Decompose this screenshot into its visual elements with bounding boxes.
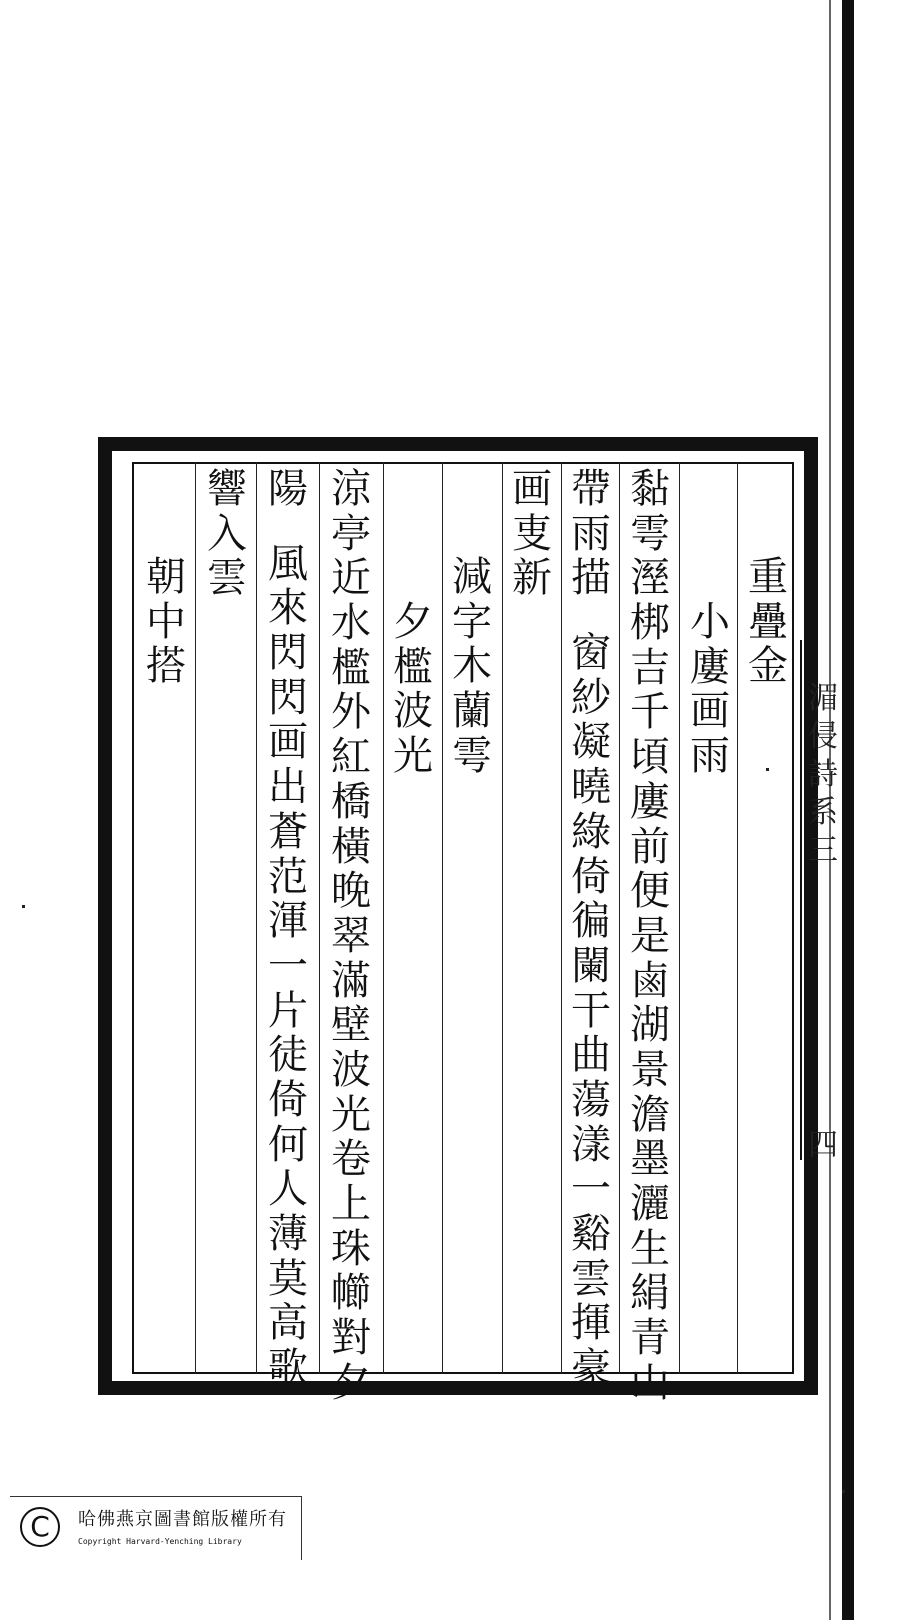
text-char: 檻 bbox=[331, 644, 371, 691]
text-column bbox=[504, 467, 560, 601]
text-char: 澹 bbox=[630, 1091, 670, 1138]
text-column bbox=[199, 467, 255, 601]
text-char: 干 bbox=[571, 987, 611, 1034]
text-char: 外 bbox=[331, 689, 371, 736]
text-column-title bbox=[740, 555, 796, 689]
column-rule bbox=[619, 462, 620, 1374]
text-char: 黏 bbox=[630, 466, 670, 512]
text-char: 紅 bbox=[331, 734, 371, 781]
text-char: 對 bbox=[331, 1315, 371, 1362]
column-rule bbox=[737, 462, 738, 1374]
text-char: 珠 bbox=[331, 1225, 371, 1272]
text-char: 豪 bbox=[571, 1345, 611, 1392]
text-char: 千 bbox=[630, 689, 670, 736]
text-char: 晚 bbox=[331, 868, 371, 915]
copyright-text-cn: 哈佛燕京圖書館版權所有 bbox=[78, 1509, 287, 1530]
text-char: 青 bbox=[630, 1315, 670, 1362]
text-char: 夕 bbox=[331, 1359, 371, 1406]
text-char: 廔 bbox=[630, 778, 670, 825]
text-char: 漾 bbox=[571, 1121, 611, 1168]
text-char: 雲 bbox=[571, 1255, 611, 1302]
text-char: 帶 bbox=[571, 466, 611, 512]
text-char: 景 bbox=[630, 1046, 670, 1093]
text-char: 疊 bbox=[748, 598, 788, 645]
copyright-text-en: Copyright Harvard-Yenching Library bbox=[78, 1537, 242, 1546]
text-char: 來 bbox=[268, 585, 308, 632]
text-char: 生 bbox=[630, 1225, 670, 1272]
text-char: 揮 bbox=[571, 1300, 611, 1347]
text-char: 一 bbox=[268, 942, 308, 989]
fold-page-number: 四 bbox=[808, 1128, 838, 1163]
stray-mark bbox=[22, 905, 25, 908]
text-char: 吉 bbox=[630, 644, 670, 691]
text-char: 綠 bbox=[571, 808, 611, 855]
column-rule bbox=[256, 462, 257, 1374]
text-char: 莫 bbox=[268, 1255, 308, 1302]
text-char: 窗 bbox=[571, 630, 611, 677]
text-char: 蘭 bbox=[452, 688, 492, 735]
text-char: 翠 bbox=[331, 912, 371, 959]
fold-title-char: 三 bbox=[808, 833, 838, 868]
column-rule bbox=[442, 462, 443, 1374]
text-char: 木 bbox=[452, 643, 492, 690]
text-char: 前 bbox=[630, 823, 670, 870]
text-char: 范 bbox=[268, 853, 308, 900]
text-column-title bbox=[444, 555, 500, 778]
text-char: 鹵 bbox=[630, 957, 670, 1004]
column-rule bbox=[679, 462, 680, 1374]
text-char: 灑 bbox=[630, 1181, 670, 1227]
stray-mark bbox=[842, 1490, 845, 1493]
text-char: 何 bbox=[268, 1121, 308, 1168]
text-char: 絹 bbox=[630, 1270, 670, 1317]
text-char: 歌 bbox=[268, 1345, 308, 1392]
text-char: 卷 bbox=[331, 1136, 371, 1183]
text-char: 雨 bbox=[571, 510, 611, 557]
text-char: 一 bbox=[571, 1166, 611, 1213]
text-char: 凝 bbox=[571, 719, 611, 766]
text-char: 画 bbox=[268, 719, 308, 766]
text-char: 便 bbox=[630, 868, 670, 915]
text-column bbox=[260, 467, 316, 1391]
text-char: 湖 bbox=[630, 1002, 670, 1049]
text-char: 曉 bbox=[571, 764, 611, 811]
text-char: 闌 bbox=[571, 942, 611, 989]
text-char: 波 bbox=[331, 1046, 371, 1093]
text-char: 滿 bbox=[331, 957, 371, 1004]
text-char: 新 bbox=[512, 555, 552, 602]
text-char: 出 bbox=[268, 764, 308, 811]
fold-title-char: 系 bbox=[808, 795, 838, 830]
text-char: 雨 bbox=[690, 733, 730, 780]
text-char: 片 bbox=[268, 987, 308, 1034]
fold-title-char: 湄 bbox=[808, 681, 838, 716]
text-char: 光 bbox=[393, 733, 433, 780]
text-column-subtitle bbox=[385, 600, 441, 779]
text-char: 叓 bbox=[512, 510, 552, 557]
text-char: 人 bbox=[268, 1166, 308, 1213]
text-char: 蒼 bbox=[268, 808, 308, 855]
text-char: 雩 bbox=[452, 732, 492, 779]
text-char: 中 bbox=[146, 598, 186, 645]
page-spine-edge bbox=[842, 0, 854, 1620]
text-char: 壁 bbox=[331, 1002, 371, 1049]
text-char: 谿 bbox=[571, 1211, 611, 1257]
text-char: 夕 bbox=[393, 599, 433, 645]
text-char: 橫 bbox=[331, 823, 371, 870]
text-char: 墨 bbox=[630, 1136, 670, 1183]
text-char: 入 bbox=[207, 510, 247, 557]
text-char: 金 bbox=[748, 643, 788, 690]
text-char: 閃 bbox=[268, 674, 308, 721]
text-char: 閃 bbox=[268, 630, 308, 677]
text-char: 画 bbox=[690, 688, 730, 735]
text-char: 重 bbox=[748, 554, 788, 600]
column-rule bbox=[383, 462, 384, 1374]
text-char: 橋 bbox=[331, 778, 371, 825]
text-char: 薄 bbox=[268, 1211, 308, 1257]
text-column bbox=[323, 467, 379, 1405]
text-char: 搭 bbox=[146, 643, 186, 690]
fold-title-char: 詩 bbox=[808, 757, 838, 792]
text-char: 頃 bbox=[630, 734, 670, 781]
text-char: 高 bbox=[268, 1300, 308, 1347]
text-char: 蕩 bbox=[571, 1076, 611, 1123]
stray-mark bbox=[766, 768, 769, 771]
text-char: 近 bbox=[331, 555, 371, 602]
text-char: 雲 bbox=[207, 555, 247, 602]
text-column bbox=[622, 467, 678, 1405]
text-char: 小 bbox=[690, 599, 730, 645]
text-char: 亭 bbox=[331, 510, 371, 557]
text-char: 曲 bbox=[571, 1032, 611, 1079]
text-column-subtitle bbox=[682, 600, 738, 779]
fold-title-char: 侵 bbox=[808, 719, 838, 754]
text-char: 倚 bbox=[268, 1076, 308, 1123]
text-column-title bbox=[138, 555, 194, 689]
text-char: 陽 bbox=[268, 466, 308, 512]
text-char: 減 bbox=[452, 554, 492, 600]
text-char: 山 bbox=[630, 1359, 670, 1406]
copyright-icon: C bbox=[20, 1507, 60, 1547]
text-char: 檻 bbox=[393, 643, 433, 690]
text-char: 涼 bbox=[331, 466, 371, 512]
text-char: 朝 bbox=[146, 554, 186, 600]
text-char: 波 bbox=[393, 688, 433, 735]
text-char: 字 bbox=[452, 598, 492, 645]
column-rule bbox=[561, 462, 562, 1374]
text-char: 画 bbox=[512, 466, 552, 512]
fold-title bbox=[806, 680, 840, 870]
text-char: 描 bbox=[571, 555, 611, 602]
column-rule bbox=[319, 462, 320, 1374]
text-char: 是 bbox=[630, 912, 670, 959]
column-rule bbox=[195, 462, 196, 1374]
text-char: 響 bbox=[207, 466, 247, 512]
text-char: 溼 bbox=[630, 555, 670, 602]
text-char: 徒 bbox=[268, 1032, 308, 1079]
text-char: 光 bbox=[331, 1091, 371, 1138]
text-column bbox=[563, 467, 619, 1391]
text-char: 風 bbox=[268, 540, 308, 587]
text-char: 水 bbox=[331, 600, 371, 647]
text-char: 廔 bbox=[690, 643, 730, 690]
text-char: 梆 bbox=[630, 600, 670, 647]
text-char: 紗 bbox=[571, 674, 611, 721]
text-char: 徧 bbox=[571, 898, 611, 945]
column-rule bbox=[502, 462, 503, 1374]
text-char: 倚 bbox=[571, 853, 611, 900]
text-char: 上 bbox=[331, 1181, 371, 1227]
text-char: 雩 bbox=[630, 510, 670, 557]
copyright-stamp bbox=[10, 1496, 302, 1560]
text-char: 渾 bbox=[268, 898, 308, 945]
text-char: 幯 bbox=[331, 1270, 371, 1317]
